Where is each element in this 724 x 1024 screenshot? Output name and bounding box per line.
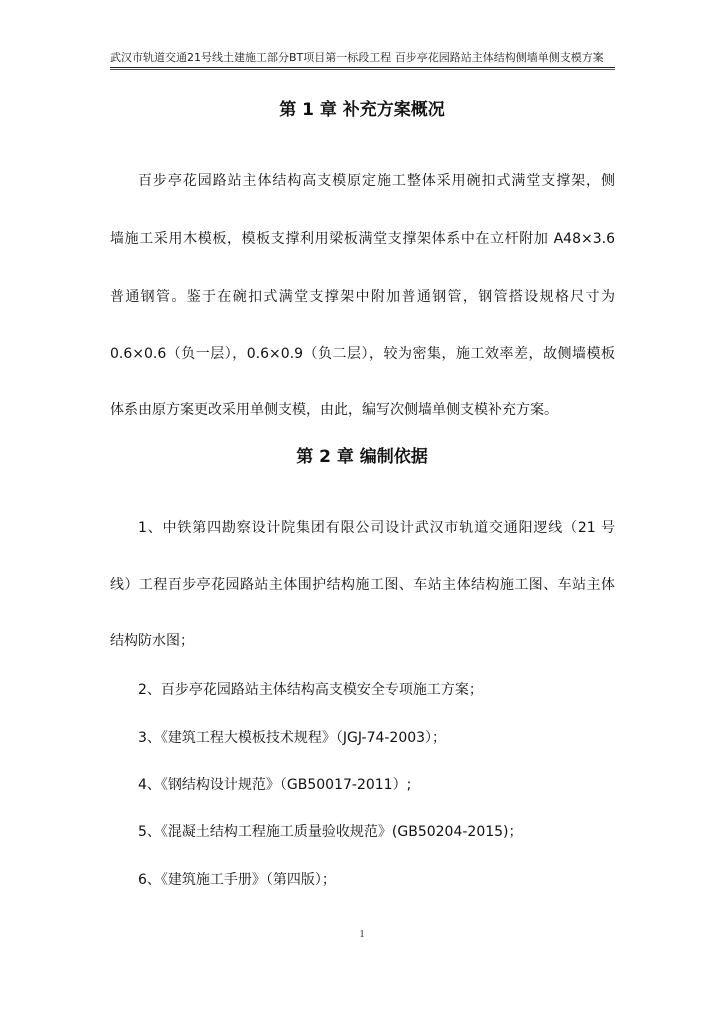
- reference-item: 4、《钢结构设计规范》（GB50017-2011）;: [138, 777, 412, 793]
- paragraph-line: 普通钢管。鉴于在碗扣式满堂支撑架中附加普通钢管，钢管搭设规格尺寸为: [110, 289, 615, 305]
- header-rule-secondary: [110, 69, 615, 70]
- header-rule: [110, 67, 615, 68]
- reference-item: 3、《建筑工程大模板技术规程》（JGJ-74-2003）；: [138, 730, 447, 746]
- reference-item-continued: 线）工程百步亭花园路站主体围护结构施工图、车站主体结构施工图、车站主体: [110, 577, 615, 593]
- reference-item: 5、《混凝土结构工程施工质量验收规范》(GB50204-2015)；: [138, 824, 523, 840]
- page-number: 1: [359, 928, 365, 940]
- paragraph-line: 体系由原方案更改采用单侧支模，由此，编写次侧墙单侧支模补充方案。: [110, 402, 558, 418]
- paragraph-line: 百步亭花园路站主体结构高支模原定施工整体采用碗扣式满堂支撑架，侧: [138, 173, 615, 189]
- paragraph-line: 墙施工采用木模板，模板支撑利用梁板满堂支撑架体系中在立杆附加 A48×3.6: [110, 231, 615, 247]
- running-header: 武汉市轨道交通21号线土建施工部分BT项目第一标段工程 百步亭花园路站主体结构侧墙单侧支模方案: [110, 51, 604, 64]
- reference-item: 6、《建筑施工手册》（第四版）；: [138, 872, 336, 888]
- chapter-2-title: 第 2 章 编制依据: [296, 447, 428, 467]
- reference-item: 2、百步亭花园路站主体结构高支模安全专项施工方案；: [138, 682, 483, 698]
- reference-item: 1、中铁第四勘察设计院集团有限公司设计武汉市轨道交通阳逻线（21 号: [138, 520, 615, 536]
- reference-item-continued: 结构防水图；: [110, 633, 194, 649]
- paragraph-line: 0.6×0.6（负一层），0.6×0.9（负二层），较为密集，施工效率差，故侧墙模板: [110, 346, 615, 362]
- chapter-1-title: 第 1 章 补充方案概况: [279, 100, 445, 120]
